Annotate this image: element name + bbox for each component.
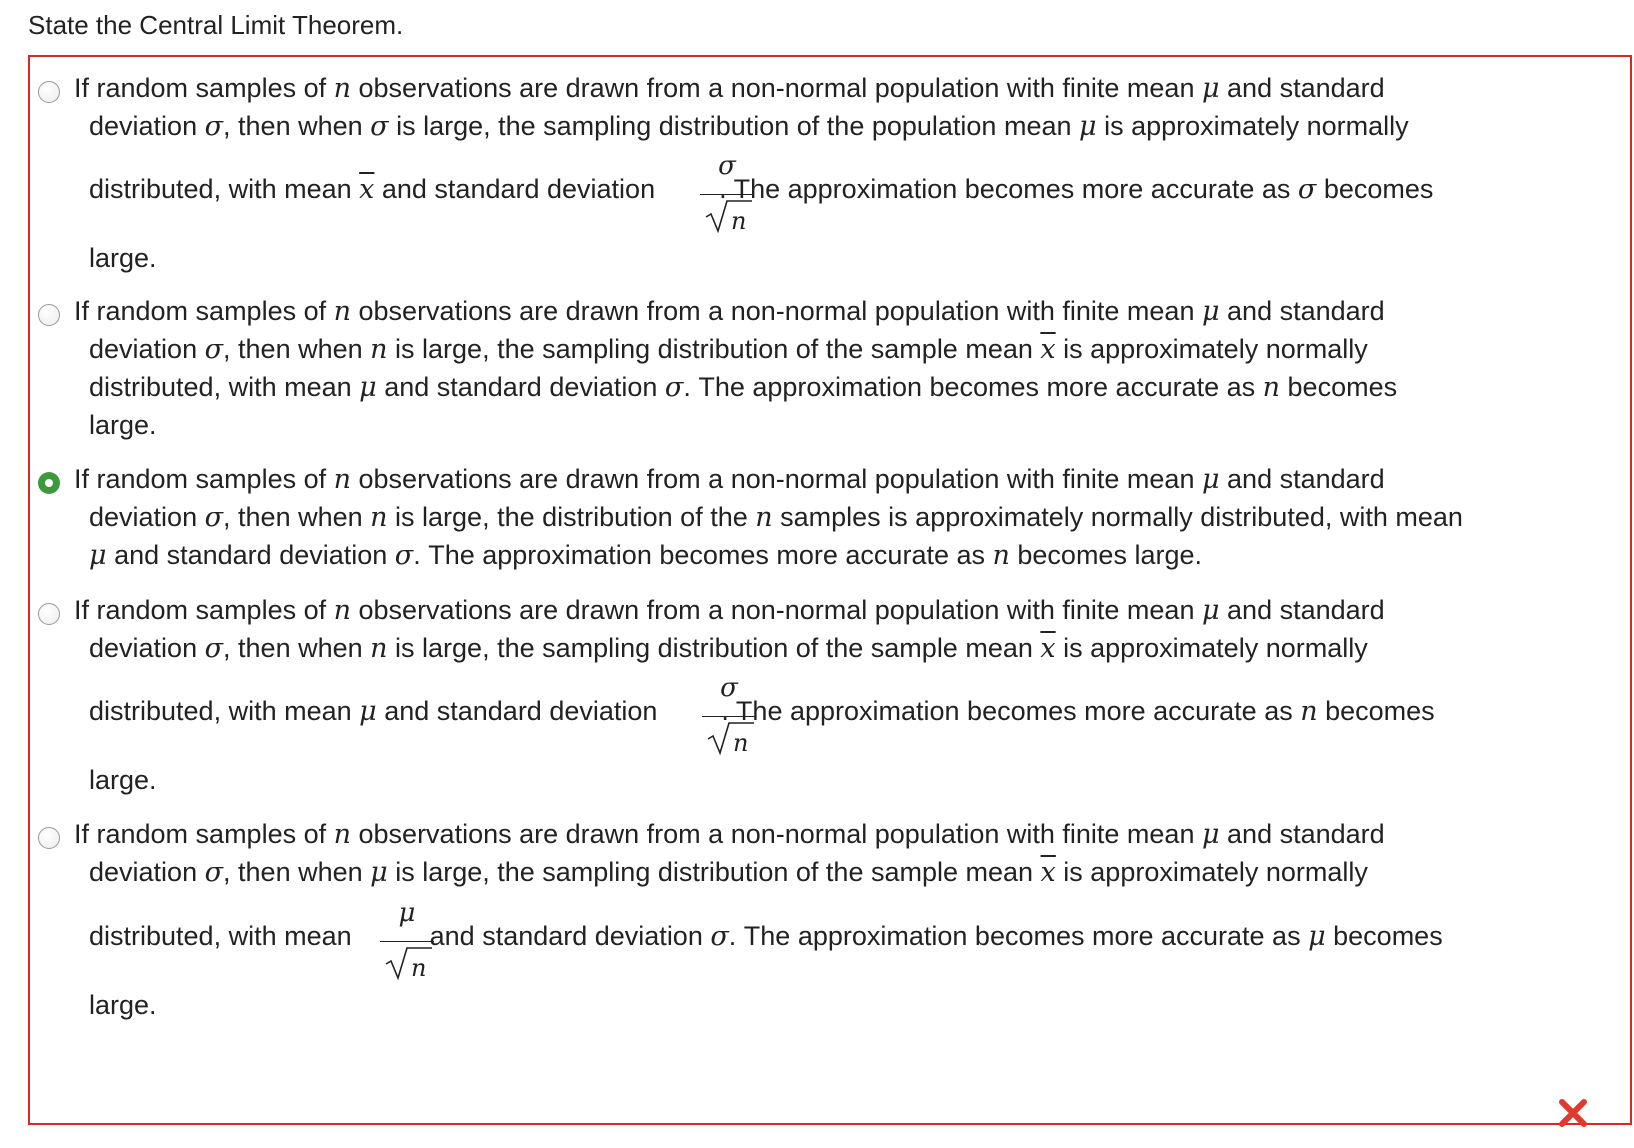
close-icon xyxy=(1556,1096,1590,1130)
sqrt-n-symbol xyxy=(706,719,756,757)
option-4-line-2: deviation σ, then when n is large, the sampling distribution of the sample mean $\overline{x}$ is approximately normally xyxy=(89,633,1368,664)
option-1-line-2: deviation σ, then when σ is large, the sampling distribution of the population mean μ is approximately normally xyxy=(89,111,1409,142)
option-3-line-1: If random samples of n observations are drawn from a non-normal population with finite mean μ and standard xyxy=(74,464,1385,495)
option-5-line-2: deviation σ, then when μ is large, the sampling distribution of the sample mean $\overline{x}$ is approximately normally xyxy=(89,857,1368,888)
sqrt-n-symbol xyxy=(704,197,754,235)
option-1-line-1: If random samples of n observations are drawn from a non-normal population with finite mean μ and standard xyxy=(74,73,1385,104)
question-prompt: State the Central Limit Theorem. xyxy=(28,10,404,40)
option-4-line-1: If random samples of n observations are drawn from a non-normal population with finite mean μ and standard xyxy=(74,595,1385,626)
answer-choices-box xyxy=(28,55,1632,1125)
option-2-line-2: deviation σ, then when n is large, the sampling distribution of the sample mean $\overline{x}$ is approximately normally xyxy=(89,334,1368,365)
radio-button-option-3-selected[interactable] xyxy=(38,472,60,494)
option-5-line-3: distributed, with mean and standard deviation σ. The approximation becomes more accurate as μ becomes xyxy=(89,921,1443,952)
radio-button-option-1[interactable] xyxy=(38,81,60,103)
option-2-line-4: large. xyxy=(89,410,157,440)
option-3-line-3: μ and standard deviation σ. The approximation becomes more accurate as n becomes large. xyxy=(89,540,1202,571)
svg-text:n: n xyxy=(731,207,747,235)
svg-text:n: n xyxy=(411,954,427,982)
option-4-line-3: distributed, with mean μ and standard deviation . The approximation becomes more accurate as n becomes xyxy=(89,696,1435,727)
option-4-line-4: large. xyxy=(89,765,157,795)
option-2-line-3: distributed, with mean μ and standard deviation σ. The approximation becomes more accurate as n becomes xyxy=(89,372,1398,403)
option-3-line-2: deviation σ, then when n is large, the distribution of the n samples is approximately normally distributed, with mean xyxy=(89,502,1463,533)
option-1-line-4: large. xyxy=(89,243,157,273)
fraction-sigma-over-sqrt-n: σ n xyxy=(698,153,756,237)
option-2-line-1: If random samples of n observations are drawn from a non-normal population with finite mean μ and standard xyxy=(74,296,1385,327)
radio-button-option-4[interactable] xyxy=(38,603,60,625)
fraction-sigma-over-sqrt-n: σ n xyxy=(700,675,758,759)
radio-button-option-5[interactable] xyxy=(38,827,60,849)
sqrt-n-symbol xyxy=(384,944,434,982)
option-1-line-3: distributed, with mean $\overline{x}$ and standard deviation . The approximation becomes more accurate as σ becomes xyxy=(89,174,1434,205)
radio-button-option-2[interactable] xyxy=(38,304,60,326)
svg-text:n: n xyxy=(733,729,749,757)
fraction-mu-over-sqrt-n: μ n xyxy=(378,900,436,984)
option-5-line-1: If random samples of n observations are drawn from a non-normal population with finite mean μ and standard xyxy=(74,819,1385,850)
option-5-line-4: large. xyxy=(89,990,157,1020)
